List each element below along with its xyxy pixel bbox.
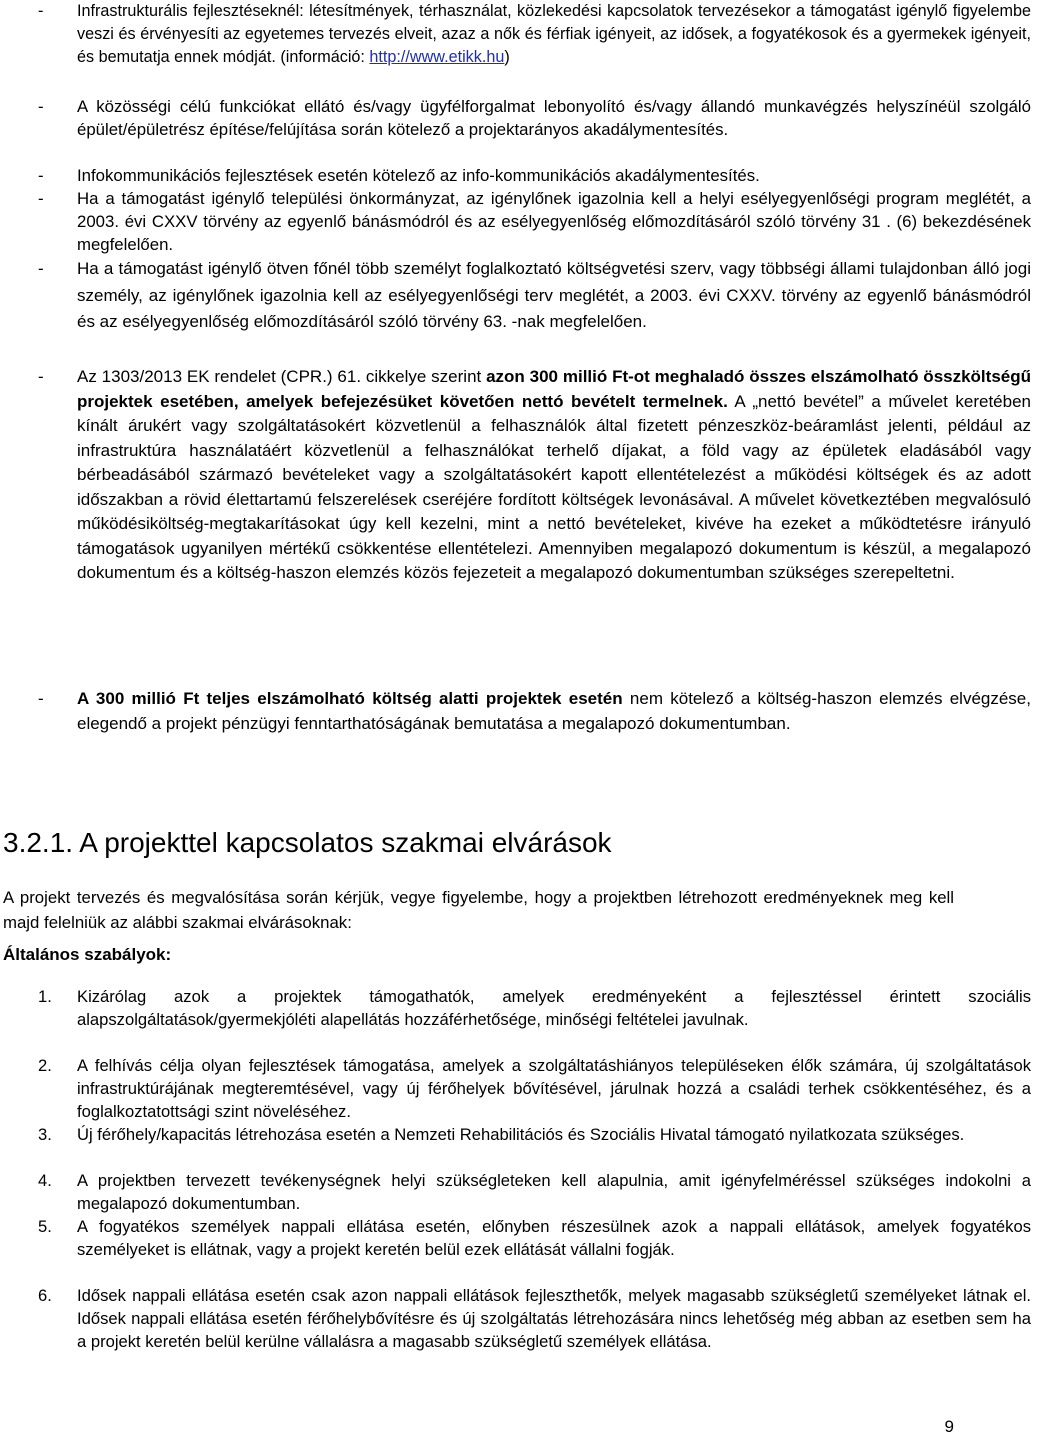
list-number: 1.	[38, 987, 52, 1006]
bullet-bold-text: azon 300 millió Ft-ot meghaladó összes elszámolható összköltségű projektek esetében, amelyek befejezésüket követően nettó bevételt termelnek.	[77, 367, 1031, 411]
bullet-text-end: A „nettó bevétel” a művelet keretében kínált árukért vagy szolgáltatásokért közvetlenül a felhasználók által fizetett pénzeszköz-beáramlást jelenti, például az infrastruktúra használatáért közvetlenül a felhasználókat terhelő díjakat, a föld vagy az épületek eladásából vagy bérbeadásából származó bevételeket vagy a szolgáltatásokért kapott ellentételezést a működési költségek és az adott időszakban a rövid élettartamú felszerelések cseréjére fordított költségek levonásával. A művelet következtében megvalósuló működésiköltség-megtakarításokat úgy kell kezelni, mint a nettó bevételeket, kivéve ha ezeket a működtetésre irányuló támogatások ugyanilyen mértékű csökkentése ellentételezi. Amennyiben megalapozó dokumentum is készül, a megalapozó dokumentum és a költség-haszon elemzés közös fejezeteit a megalapozó dokumentumban szükséges szerepeltetni.	[77, 391, 1032, 582]
list-item-text: A fogyatékos személyek nappali ellátása esetén, előnyben részesülnek azok a nappali ellátások, amelyek fogyatékos személyeket is ellátnak, vagy a projekt keretén belül ezek ellátását vállalni fogják.	[77, 1217, 1031, 1259]
list-item-text: A felhívás célja olyan fejlesztések támogatása, amelyek a szolgáltatáshiányos településeken élők számára, új szolgáltatások infrastruktúrájának megteremtésével, vagy új férőhelyek bővítésével, járulnak hozzá a családi terhek csökkentéséhez, és a foglalkoztatottsági szint növeléséhez.	[77, 1056, 1031, 1121]
bullet-dash: -	[38, 97, 44, 116]
bullet-text: Infrastrukturális fejlesztéseknél: létesítmények, térhasználat, közlekedési kapcsolatok tervezésekor a támogatást igénylő figyelembe veszi és érvényesíti az egyetemes tervezés elveit, azaz a nők és férfiak igényeit, az idősek, a fogyatékosok és a gyermekek igényeit, és bemutatja ennek módját. (információ:	[77, 2, 1031, 66]
bullet-accessibility	[0, 95, 1037, 141]
bullet-text-end: )	[504, 48, 510, 66]
etikk-link[interactable]: http://www.etikk.hu	[369, 48, 505, 66]
bullet-text: Infokommunikációs fejlesztések esetén kötelező az info-kommunikációs akadálymentesítés.	[77, 166, 760, 185]
list-item-text: A projektben tervezett tevékenységnek helyi szükségleteken kell alapulnia, amit igényfelméréssel szükséges indokolni a megalapozó dokumentumban.	[77, 1171, 1031, 1213]
bullet-dash: -	[38, 166, 44, 185]
subheading-general-rules: Általános szabályok:	[3, 945, 172, 964]
list-item	[0, 1215, 1033, 1261]
list-number: 2.	[38, 1056, 52, 1075]
list-number: 3.	[38, 1125, 52, 1144]
list-item	[0, 1123, 1033, 1146]
list-item	[0, 1284, 1033, 1353]
list-item	[0, 1169, 1033, 1215]
list-number: 6.	[38, 1286, 52, 1305]
list-number: 4.	[38, 1171, 52, 1190]
bullet-municipality-program	[0, 187, 1037, 256]
bullet-dash: -	[38, 259, 44, 278]
bullet-cost-benefit	[0, 687, 1037, 736]
bullet-infocommunication	[0, 164, 1037, 187]
list-item-text: Idősek nappali ellátása esetén csak azon nappali ellátások fejleszthetők, melyek magasabb szükségletű személyeket látnak el. Idősek nappali ellátása esetén férőhelybővítésre és új szolgáltatás létrehozására nincs lehetőség még abban az esetben sem ha a projekt keretén belül kerülne vállalásra a magasabb szükségletű személyek ellátása.	[77, 1286, 1031, 1351]
bullet-net-revenue	[0, 365, 1037, 586]
bullet-text: Ha a támogatást igénylő települési önkormányzat, az igénylőnek igazolnia kell a helyi esélyegyenlőségi program meglétét, a 2003. évi CXXV törvény az egyenlő bánásmódról és az esélyegyenlőség előmozdításáról szóló törvény 31 . (6) bekezdésének megfelelően.	[77, 189, 1031, 254]
bullet-text: Ha a támogatást igénylő ötven főnél több személyt foglalkoztató költségvetési szerv, vagy többségi állami tulajdonban álló jogi személy, az igénylőnek igazolnia kell az esélyegyenlőségi terv meglétét, a 2003. évi CXXV. törvény az egyenlő bánásmódról és az esélyegyenlőség előmozdításáról szóló törvény 63. -nak megfelelően.	[77, 259, 1031, 331]
bullet-text: A közösségi célú funkciókat ellátó és/vagy ügyfélforgalmat lebonyolító és/vagy állandó munkavégzés helyszínéül szolgáló épület/épületrész építése/felújítása során kötelező a projektarányos akadálymentesítés.	[77, 97, 1031, 139]
intro-paragraph: A projekt tervezés és megvalósítása során kérjük, vegye figyelembe, hogy a projektben létrehozott eredményeknek meg kell majd felelniük az alábbi szakmai elvárásoknak:	[3, 888, 954, 932]
section-title: 3.2.1. A projekttel kapcsolatos szakmai elvárások	[3, 827, 612, 858]
list-item	[0, 985, 1033, 1031]
bullet-text: Az 1303/2013 EK rendelet (CPR.) 61. cikkelye szerint	[77, 367, 487, 386]
bullet-text-end: nem kötelező a költség-haszon elemzés elvégzése, elegendő a projekt pénzügyi fenntarthatóságának bemutatása a megalapozó dokumentumban.	[77, 689, 1031, 733]
list-number: 5.	[38, 1217, 52, 1236]
bullet-bold-text: A 300 millió Ft teljes elszámolható költség alatti projektek esetén	[77, 689, 623, 708]
bullet-dash: -	[38, 367, 44, 386]
bullet-universal-design	[0, 0, 1037, 69]
bullet-dash: -	[38, 2, 44, 20]
list-item-text: Kizárólag azok a projektek támogathatók, amelyek eredményeként a fejlesztéssel érintett szociális alapszolgáltatások/gyermekjóléti alapellátás hozzáférhetősége, minőségi feltételei javulnak.	[77, 987, 1031, 1029]
list-item	[0, 1054, 1033, 1123]
bullet-dash: -	[38, 689, 44, 708]
list-item-text: Új férőhely/kapacitás létrehozása esetén a Nemzeti Rehabilitációs és Szociális Hivatal támogató nyilatkozata szükséges.	[77, 1125, 965, 1144]
page-number: 9	[944, 1417, 954, 1436]
bullet-dash: -	[38, 189, 44, 208]
bullet-equality-plan	[0, 256, 1037, 336]
